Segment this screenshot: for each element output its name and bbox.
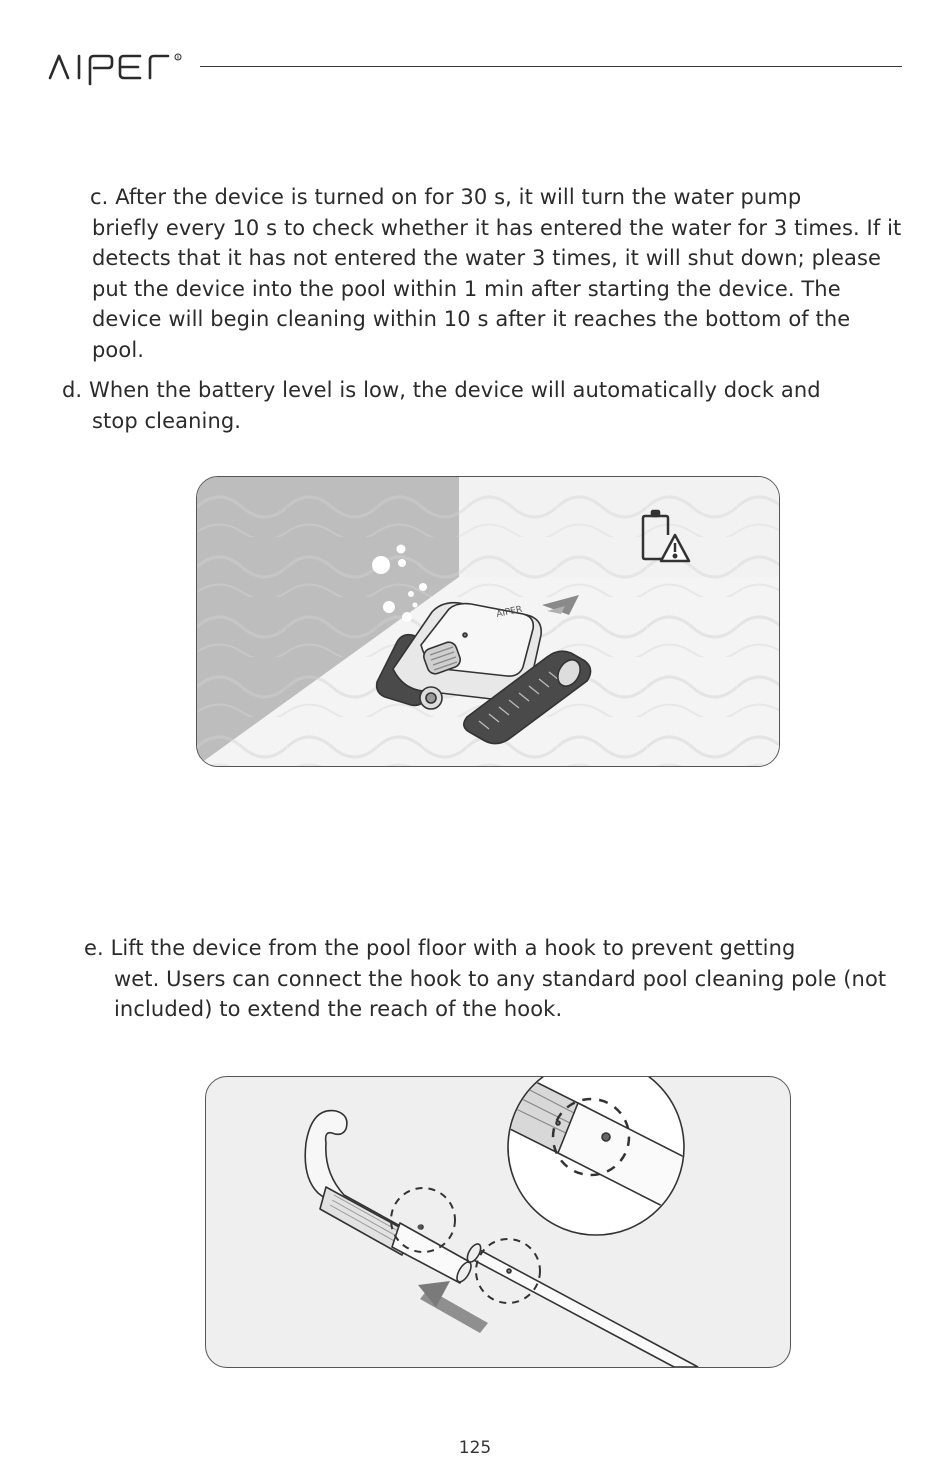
dock-scene [197, 477, 779, 766]
instruction-e-rest: wet. Users can connect the hook to any standard pool cleaning pole (not included) to extend the reach of the hook. [114, 966, 887, 1021]
instruction-c-text [62, 182, 902, 365]
instruction-e-text [84, 933, 924, 1025]
magnified-detail [486, 1077, 696, 1235]
instruction-d-marker: d. [62, 378, 83, 402]
aiper-logo [46, 48, 186, 88]
instruction-d-line1: When the battery level is low, the device will automatically dock and [89, 378, 821, 402]
header-rule [200, 66, 902, 67]
page-header [0, 0, 950, 100]
instruction-d [62, 375, 902, 436]
instruction-e [84, 933, 924, 1025]
instruction-c-line1: After the device is turned on for 30 s, it will turn the water pump [115, 185, 802, 209]
instruction-e-line1: Lift the device from the pool floor with a hook to prevent getting [110, 936, 796, 960]
instruction-c-marker: c. [90, 185, 109, 209]
page-number: 125 [458, 1438, 492, 1458]
hook-scene [206, 1077, 790, 1367]
instruction-d-text [62, 375, 902, 436]
instruction-c-rest: briefly every 10 s to check whether it has entered the water for 3 times. If it detects that it has not entered the water 3 times, it will shut down; please put the device into the pool within 1 min after starting the device. The device will begin cleaning within 10 s after it reaches the bottom of the pool. [92, 215, 902, 362]
hook [305, 1111, 474, 1284]
robot-logo-text: AIPER [495, 604, 524, 620]
dock-illustration [196, 476, 780, 767]
hook-illustration [205, 1076, 791, 1368]
instruction-c [62, 182, 902, 365]
pole [465, 1242, 698, 1367]
instruction-e-marker: e. [84, 936, 104, 960]
svg-text:R: R [176, 55, 180, 60]
instruction-d-rest: stop cleaning. [92, 408, 242, 433]
